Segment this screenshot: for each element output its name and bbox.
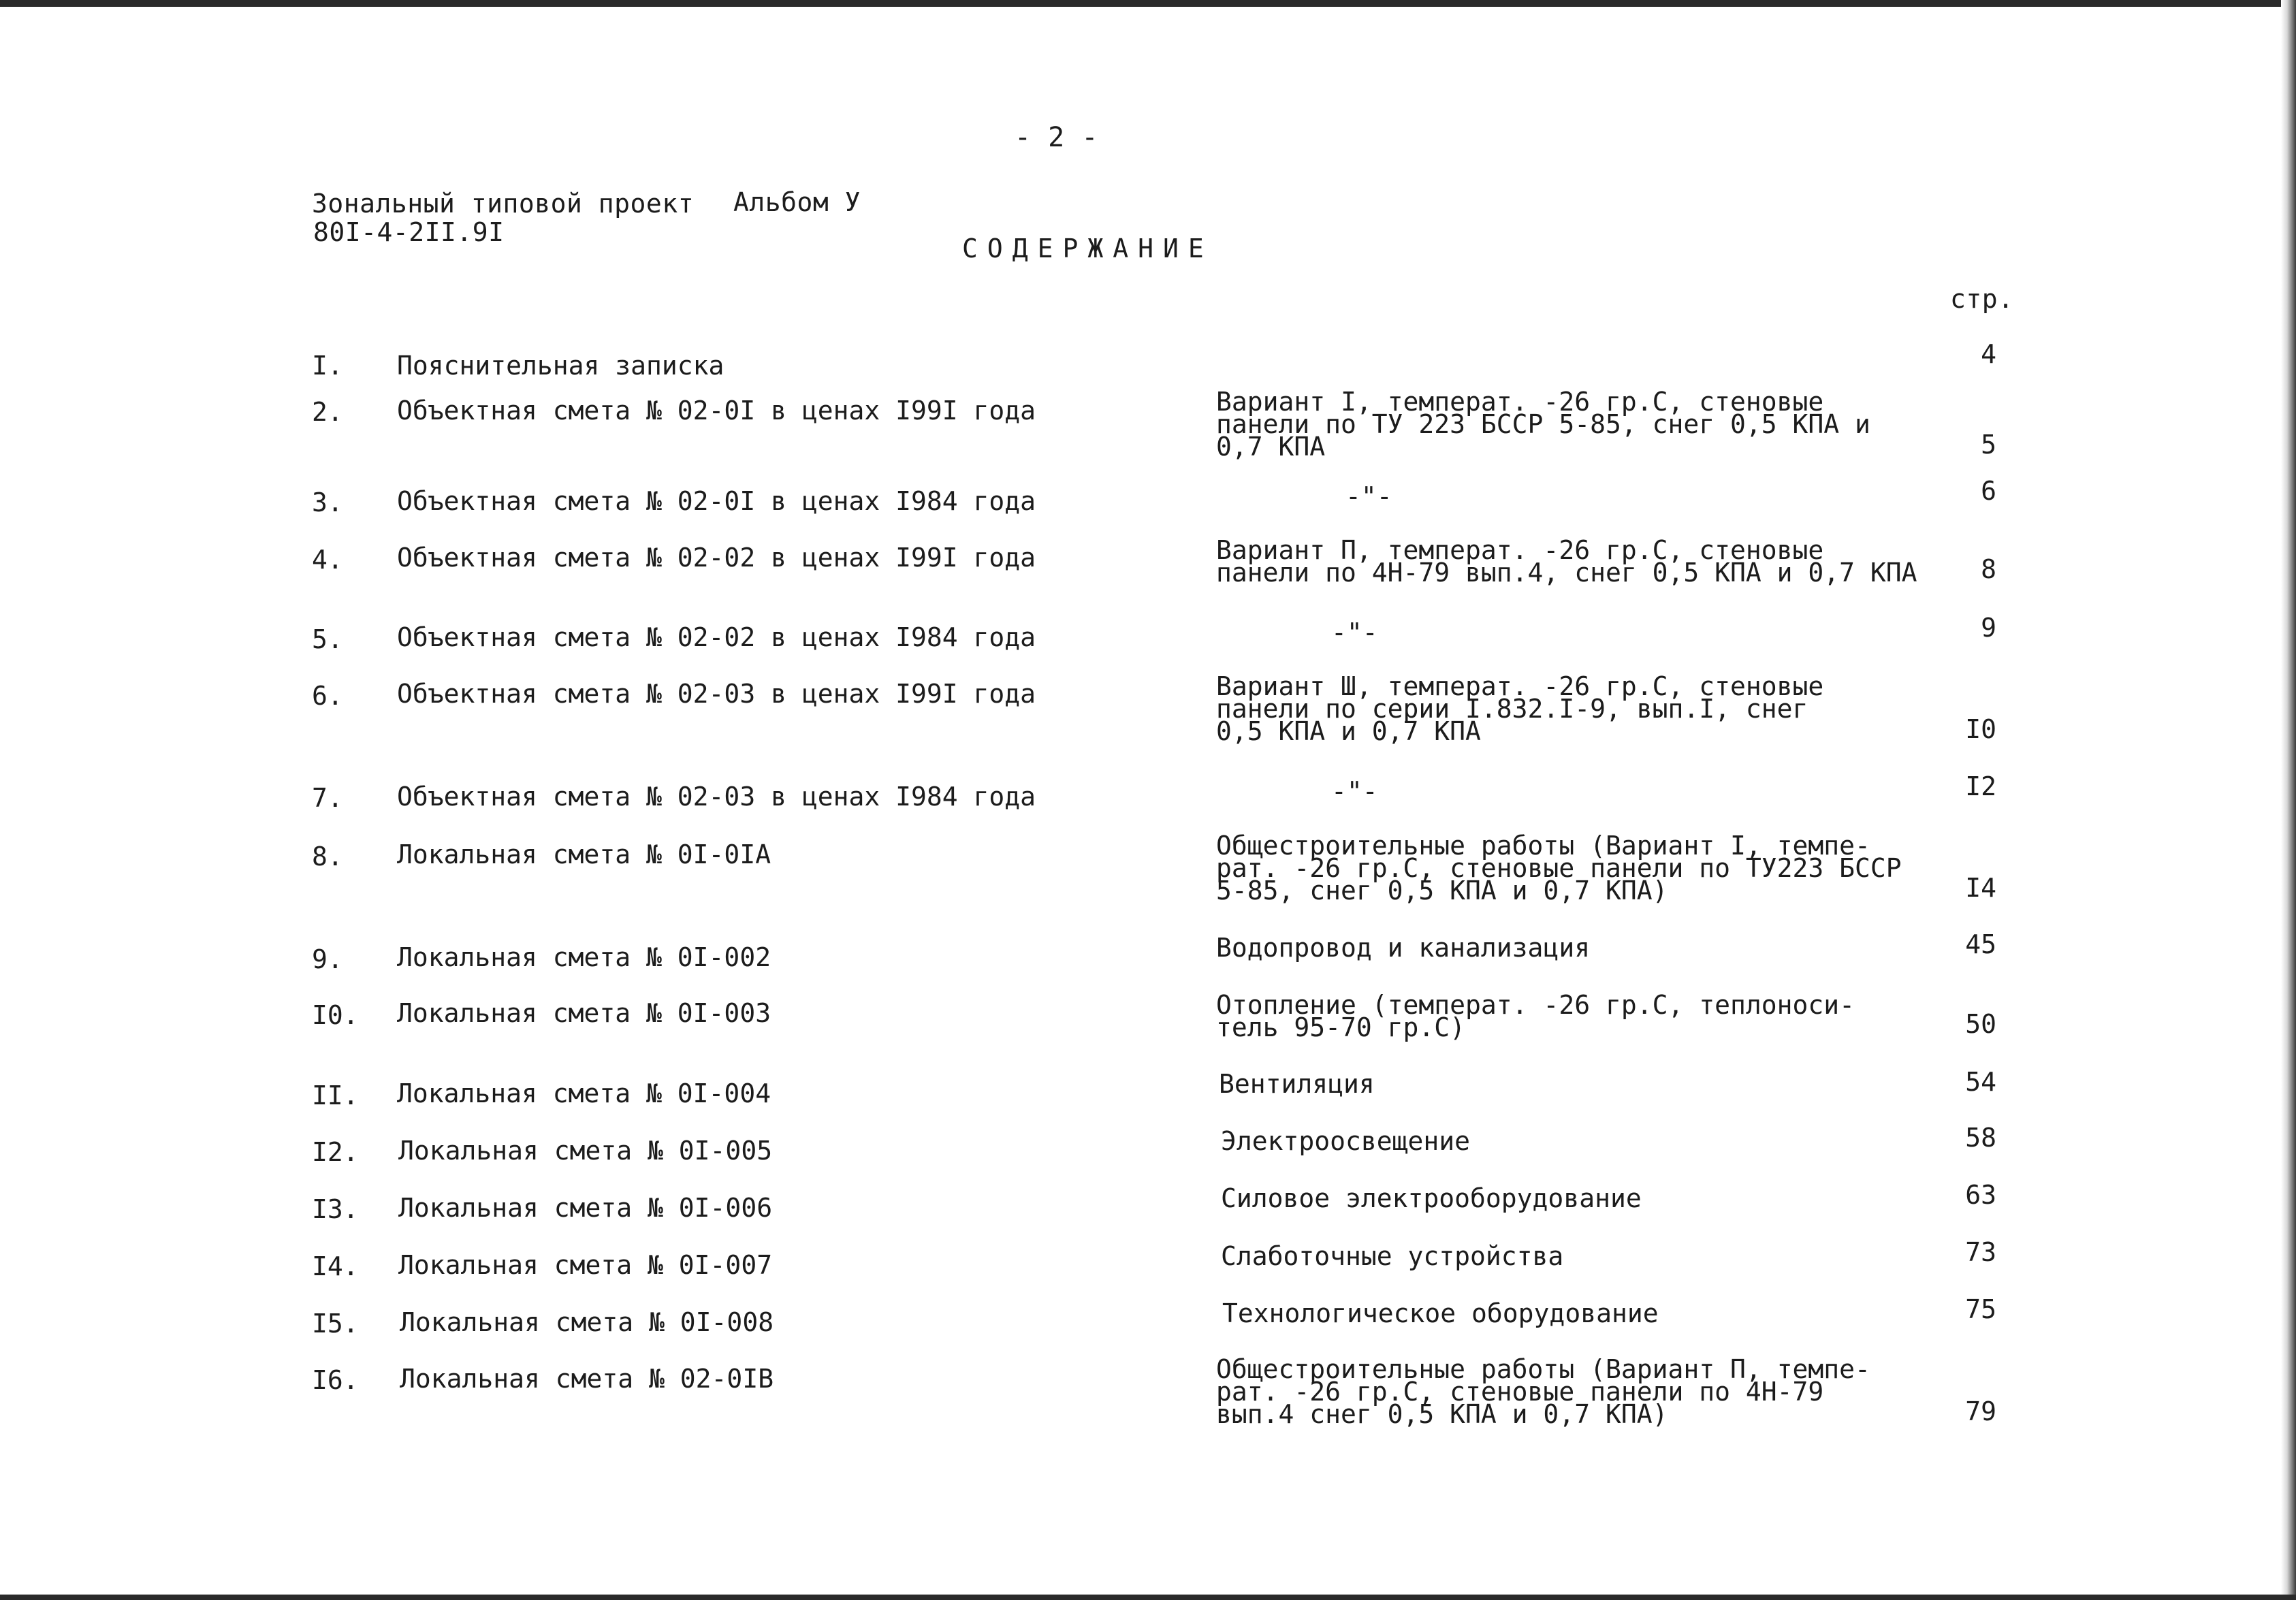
entry-title: Объектная смета № 02-0I в ценах I99I года (397, 396, 1036, 426)
entry-page: 5 (1981, 430, 1996, 460)
entry-description: Силовое электрооборудование (1221, 1183, 1642, 1213)
entry-page: 54 (1965, 1067, 1996, 1097)
entry-title: Локальная смета № 0I-007 (398, 1250, 773, 1280)
entry-description: Вариант П, температ. -26 гр.С, стеновые панели по 4Н-79 вып.4, снег 0,5 КПА и 0,7 КПА (1216, 535, 1917, 588)
entry-title: Объектная смета № 02-03 в ценах I99I года (397, 679, 1036, 709)
scan-edge-bottom (0, 1595, 2296, 1600)
album-label: Альбом У (733, 187, 861, 217)
entry-number: 9. (312, 944, 343, 974)
entry-number: I6. (312, 1365, 359, 1395)
entry-number: 7. (312, 783, 343, 813)
project-title: Зональный типовой проект (312, 189, 695, 219)
entry-number: 3. (312, 487, 343, 517)
entry-title: Объектная смета № 02-02 в ценах I984 года (397, 622, 1036, 652)
entry-title: Локальная смета № 0I-005 (398, 1136, 773, 1166)
entry-page: 50 (1965, 1009, 1996, 1039)
entry-page: 6 (1981, 476, 1996, 506)
entry-page: 58 (1965, 1123, 1996, 1153)
page-column-label: стр. (1950, 284, 2014, 314)
entry-page: 63 (1965, 1180, 1996, 1210)
entry-description: Вариант I, температ. -26 гр.С, стеновые панели по ТУ 223 БССР 5-85, снег 0,5 КПА и 0,7 КПА (1216, 387, 1870, 462)
entry-description: Водопровод и канализация (1216, 933, 1591, 963)
entry-number: 4. (312, 545, 343, 575)
entry-description: -"- (1331, 776, 1378, 806)
entry-title: Локальная смета № 0I-002 (397, 942, 771, 972)
entry-title: Пояснительная записка (397, 351, 724, 381)
entry-description: Общестроительные работы (Вариант I, темпе- рат. -26 гр.С, стеновые панели по ТУ223 БССР 5-85, снег 0,5 КПА и 0,7 КПА) (1216, 831, 1902, 906)
entry-number: I2. (312, 1137, 359, 1167)
entry-number: I5. (312, 1309, 359, 1339)
entry-description: -"- (1345, 481, 1392, 511)
project-code: 80I-4-2II.9I (313, 217, 505, 247)
entry-title: Локальная смета № 0I-008 (400, 1307, 774, 1337)
entry-title: Локальная смета № 0I-0IА (397, 839, 771, 869)
entry-title: Локальная смета № 0I-006 (398, 1193, 773, 1223)
entry-number: I3. (312, 1194, 359, 1224)
entry-page: I2 (1965, 771, 1996, 801)
entry-page: 8 (1981, 554, 1996, 584)
contents-heading: СОДЕРЖАНИЕ (962, 234, 1213, 263)
entry-number: 5. (312, 624, 343, 654)
scan-edge-right (2281, 0, 2296, 1600)
entry-title: Локальная смета № 0I-004 (397, 1078, 771, 1108)
entry-number: 2. (312, 397, 343, 427)
entry-title: Объектная смета № 02-03 в ценах I984 года (397, 782, 1036, 812)
entry-number: I0. (312, 1000, 359, 1030)
entry-number: II. (312, 1081, 359, 1110)
entry-number: I4. (312, 1251, 359, 1281)
entry-page: 79 (1965, 1396, 1996, 1426)
entry-title: Локальная смета № 02-0IВ (400, 1364, 774, 1394)
entry-description: Вентиляция (1219, 1069, 1375, 1099)
entry-description: Общестроительные работы (Вариант П, темпе- рат. -26 гр.С, стеновые панели по 4Н-79 вып.4 снег 0,5 КПА и 0,7 КПА) (1216, 1354, 1870, 1429)
entry-title: Объектная смета № 02-02 в ценах I99I года (397, 543, 1036, 573)
entry-description: -"- (1331, 618, 1378, 647)
entry-description: Электроосвещение (1221, 1126, 1471, 1156)
entry-page: 75 (1965, 1294, 1996, 1324)
entry-page: I4 (1965, 873, 1996, 903)
entry-page: 73 (1965, 1237, 1996, 1267)
page-number: - 2 - (1015, 122, 1098, 153)
entry-description: Технологическое оборудование (1222, 1298, 1659, 1328)
entry-page: 9 (1981, 613, 1996, 643)
entry-number: 6. (312, 681, 343, 711)
entry-description: Слаботочные устройства (1221, 1241, 1564, 1271)
entry-description: Отопление (температ. -26 гр.С, теплоноси- тель 95-70 гр.С) (1216, 990, 1855, 1042)
entry-number: I. (312, 351, 343, 381)
entry-title: Локальная смета № 0I-003 (397, 998, 771, 1028)
entry-page: I0 (1965, 714, 1996, 744)
entry-number: 8. (312, 842, 343, 871)
entry-description: Вариант Ш, температ. -26 гр.С, стеновые панели по серии I.832.I-9, вып.I, снег 0,5 КПА и 0,7 КПА (1216, 671, 1824, 746)
entry-page: 45 (1965, 929, 1996, 959)
entry-page: 4 (1981, 339, 1996, 369)
scan-edge-top (0, 0, 2296, 7)
entry-title: Объектная смета № 02-0I в ценах I984 года (397, 486, 1036, 516)
